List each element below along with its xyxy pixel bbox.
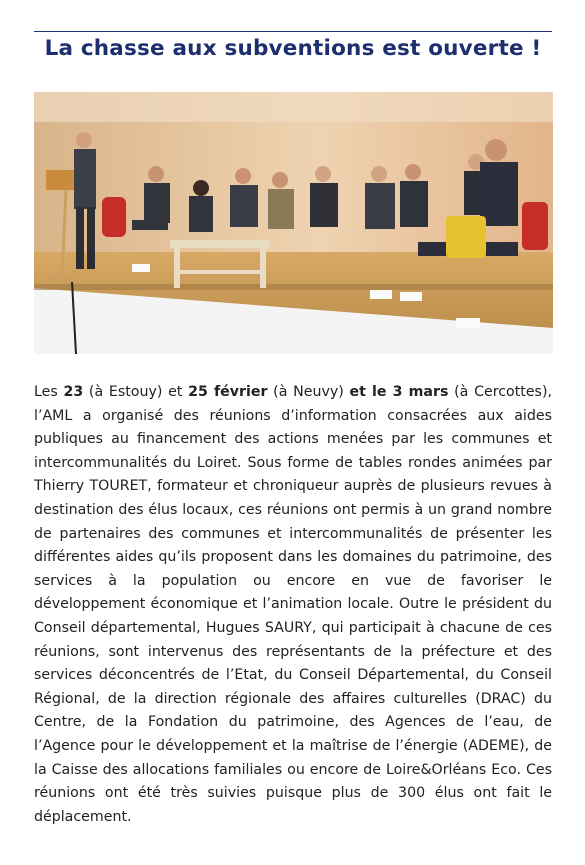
photo-illustration [34,92,553,354]
intro-text-3: (à Neuvy) [267,384,350,400]
date-3-mars: et le 3 mars [349,384,449,400]
panel-discussion-photo [34,92,553,354]
article-body [34,381,552,829]
intro-text-4: (à Cercottes), l’AML a organisé des réunions d’information consacrées aux aides publiques au financement des actions menées par les communes et intercommunalités du Loiret. Sous forme de tables rondes animées par Thierry TOURET, formateur et chroniqueur auprès de plusieurs revues à destination des élus locaux, ces réunions ont permis à un grand nombre de partenaires des communes et intercommunalités de présenter les différentes aides qu’ils proposent dans les domaines du patrimoine, des services à la population ou encore en vue de favoriser le développement économique et l’animation locale. Outre le président du Conseil départemental, Hugues SAURY, qui participait à chacune de ces réunions, sont intervenus des représentants de la préfecture et des services déconcentrés de l’Etat, du Conseil Départemental, du Conseil Régional, de la direction régionale des affaires culturelles (DRAC) du Centre, de la Fondation du patrimoine, des Agences de l’eau, de l’Agence pour le développement et la maîtrise de l’énergie (ADEME), de la Caisse des allocations familiales ou encore de Loire&Orléans Eco. Ces réunions ont été très suivies puisque plus de 300 élus ont fait le déplacement. [34,384,552,825]
date-25-fevrier: 25 février [188,384,268,400]
intro-text-1: Les [34,384,64,400]
intro-text-2: (à Estouy) et [83,384,189,400]
date-23: 23 [63,384,84,400]
top-rule [34,31,552,32]
article-title: La chasse aux subventions est ouverte ! [44,36,542,61]
